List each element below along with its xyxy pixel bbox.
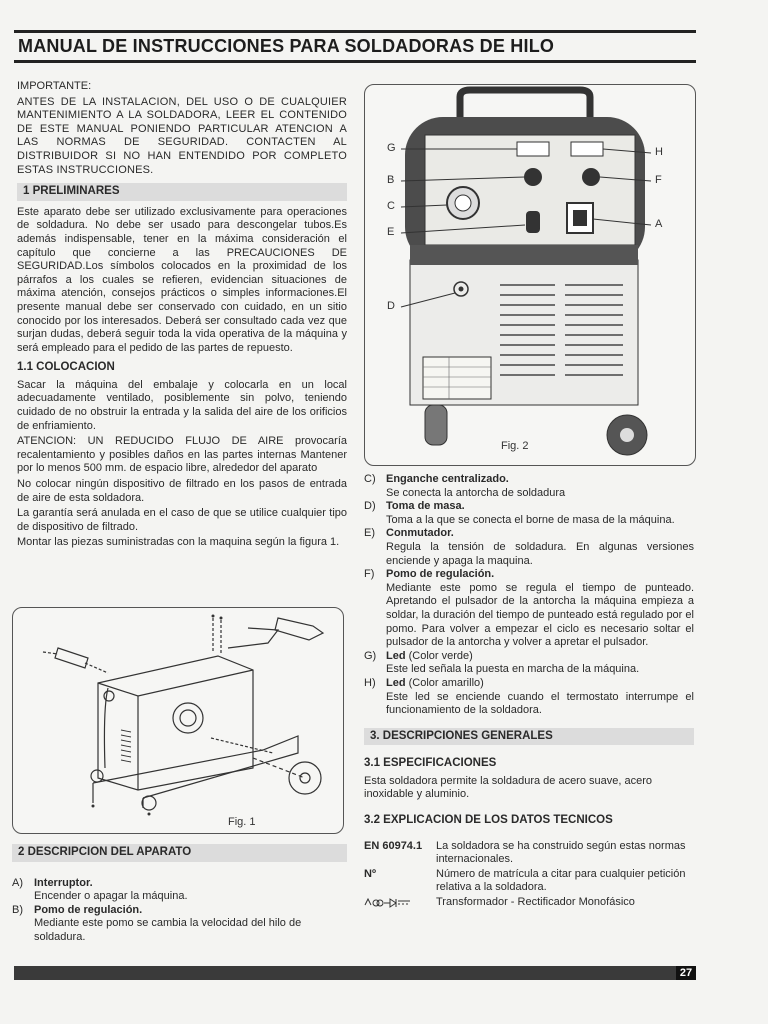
figure-1-label: Fig. 1 <box>228 816 256 828</box>
tech-text: La soldadora se ha construido según estas normas internacionales. <box>436 839 686 866</box>
section-3-title: 3. DESCRIPCIONES GENERALES <box>364 728 694 746</box>
section-3-2-title: 3.2 EXPLICACION DE LOS DATOS TECNICOS <box>364 814 613 827</box>
tech-row <box>364 868 694 895</box>
fig2-callout-h: H <box>655 146 663 158</box>
item-desc: Se conecta la antorcha de soldadura <box>386 486 566 499</box>
fig2-callout-f: F <box>655 174 662 186</box>
fig2-callout-g: G <box>387 142 396 154</box>
section-3-1-title: 3.1 ESPECIFICACIONES <box>364 757 497 770</box>
tech-row <box>364 896 694 913</box>
section-1-1-title: 1.1 COLOCACION <box>17 361 115 374</box>
item-key: A) <box>12 876 23 889</box>
welder-assembly-illustration <box>13 608 343 833</box>
item-desc: Regula la tensión de soldadura. En algunas versiones enciende y apaga la maquina. <box>386 540 694 567</box>
important-title: IMPORTANTE: <box>17 80 92 92</box>
fig2-callout-a: A <box>655 218 663 230</box>
right-column <box>364 473 694 914</box>
section-1-1-p2: ATENCION: UN REDUCIDO FLUJO DE AIRE provocaría recalentamiento y posibles daños en las partes internas Mantener por lo menos 500 mm. de espacio libre, alrededor del aparato <box>17 435 347 475</box>
item-name: Led <box>386 676 406 689</box>
item-name: Interruptor. <box>34 876 93 889</box>
item-name: Led <box>386 649 406 662</box>
item-name: Toma de masa. <box>386 500 465 513</box>
welder-front-panel-illustration <box>365 85 695 465</box>
tech-label: Nº <box>364 867 376 880</box>
tech-label: EN 60974.1 <box>364 839 423 852</box>
list-item <box>364 677 694 718</box>
fig2-callout-e: E <box>387 226 395 238</box>
list-item <box>12 904 347 945</box>
fig2-callout-b: B <box>387 174 395 186</box>
item-key: C) <box>364 473 376 485</box>
header-rule-bottom <box>14 60 696 63</box>
left-column-bottom <box>12 844 347 945</box>
figure-2-label: Fig. 2 <box>501 440 529 452</box>
fig2-callout-c: C <box>387 200 395 212</box>
footer-bar <box>14 966 696 980</box>
list-item <box>364 650 694 677</box>
section-1-1-p1: Sacar la máquina del embalaje y colocarla en un local adecuadamente ventilado, posiblemente sin polvo, teniendo cuidado de no obstruir la entrada y la salida del aire de los orificios de enfriamiento. <box>17 378 347 432</box>
tech-text: Número de matrícula a citar para cualquier petición relativa a la soldadora. <box>436 867 686 894</box>
section-1-1-p4: La garantía será anulada en el caso de que se utilice cualquier tipo de dispositivo de filtrado. <box>17 507 347 533</box>
item-desc: Mediante este pomo se regula el tiempo de punteado. Apretando el pulsador de la antorcha la máquina empieza a soldar, la duración del tiempo de punteado está regulado por el pomo. Para volver a empezar el ciclo es necesario soltar el pulsador de la antorcha y volver a apretar el pulsador. <box>386 581 694 649</box>
item-name: Enganche centralizado. <box>386 473 509 485</box>
item-extra: (Color amarillo) <box>405 676 484 689</box>
section-3-1-text: Esta soldadora permite la soldadura de acero suave, acero inoxidable y aluminio. <box>364 774 653 801</box>
fig2-callout-d: D <box>387 300 395 312</box>
figure-2 <box>364 84 696 466</box>
item-key: E) <box>364 527 375 540</box>
item-key: F) <box>364 568 375 581</box>
left-column <box>17 80 347 552</box>
important-text: ANTES DE LA INSTALACION, DEL USO O DE CUALQUIER MANTENIMIENTO A LA SOLDADORA, LEER EL CONTENIDO DE ESTE MANUAL PONIENDO PARTICULAR ATENCION A LAS NORMAS DE SEGURIDAD. CONTACTEN AL DISTRIBUIDOR SI NO HAN ENTENDIDO POR COMPLETO ESTAS INSTRUCCIONES. <box>17 95 347 176</box>
list-item <box>364 473 694 500</box>
tech-row <box>364 840 694 867</box>
item-key: G) <box>364 649 377 662</box>
item-desc: Este led se enciende cuando el termostato interrumpe el funcionamiento de la soldadora. <box>386 690 694 717</box>
header-rule-top <box>14 30 696 33</box>
item-key: D) <box>364 500 376 513</box>
section-1-1-p5: Montar las piezas suministradas con la maquina según la figura 1. <box>17 536 340 549</box>
figure-1 <box>12 607 344 834</box>
section-1-title: 1 PRELIMINARES <box>17 183 347 201</box>
list-item <box>364 568 694 650</box>
section-1-1-p3: No colocar ningún dispositivo de filtrado en los pasos de entrada de aire de esta soldadora. <box>17 478 347 504</box>
item-key: H) <box>364 676 376 689</box>
item-key: B) <box>12 903 23 916</box>
list-item <box>12 877 347 904</box>
section-2-title: 2 DESCRIPCION DEL APARATO <box>12 844 347 862</box>
list-item <box>364 527 694 568</box>
item-desc: Este led señala la puesta en marcha de la máquina. <box>386 663 640 676</box>
page-number: 27 <box>676 966 696 980</box>
item-name: Pomo de regulación. <box>386 568 495 581</box>
page-title: MANUAL DE INSTRUCCIONES PARA SOLDADORAS DE HILO <box>18 36 555 56</box>
list-item <box>364 500 694 527</box>
section-1-text: Este aparato debe ser utilizado exclusivamente para operaciones de soldadura. No debe ser usado para descongelar tubos.Es además indispensable, tener en la máxima consideración el capítulo que concierne a las PRECAUCIONES DE SEGURIDAD.Los símbolos colocados en la proximidad de los párrafos a los cuales se refieren, evidencian situaciones de máxima atención, consejos prácticos o simples informaciones.El presente manual debe ser conservado con cuidado, en un sitio conocido por los interesados. Deberá ser consultado cada vez que surjan dudas, deberá seguir toda la vida operativa de la máquina y será empleado para el pedido de las partes de repuesto. <box>17 205 347 354</box>
tech-text: Transformador - Rectificador Monofásico <box>436 896 635 909</box>
item-name: Conmutador. <box>386 527 454 540</box>
transformer-rectifier-icon <box>364 896 436 913</box>
item-name: Pomo de regulación. <box>34 903 143 916</box>
item-desc: Encender o apagar la máquina. <box>34 890 188 903</box>
item-extra: (Color verde) <box>405 649 473 662</box>
item-desc: Toma a la que se conecta el borne de masa de la máquina. <box>386 513 675 526</box>
item-desc: Mediante este pomo se cambia la velocidad del hilo de soldadura. <box>34 917 302 943</box>
